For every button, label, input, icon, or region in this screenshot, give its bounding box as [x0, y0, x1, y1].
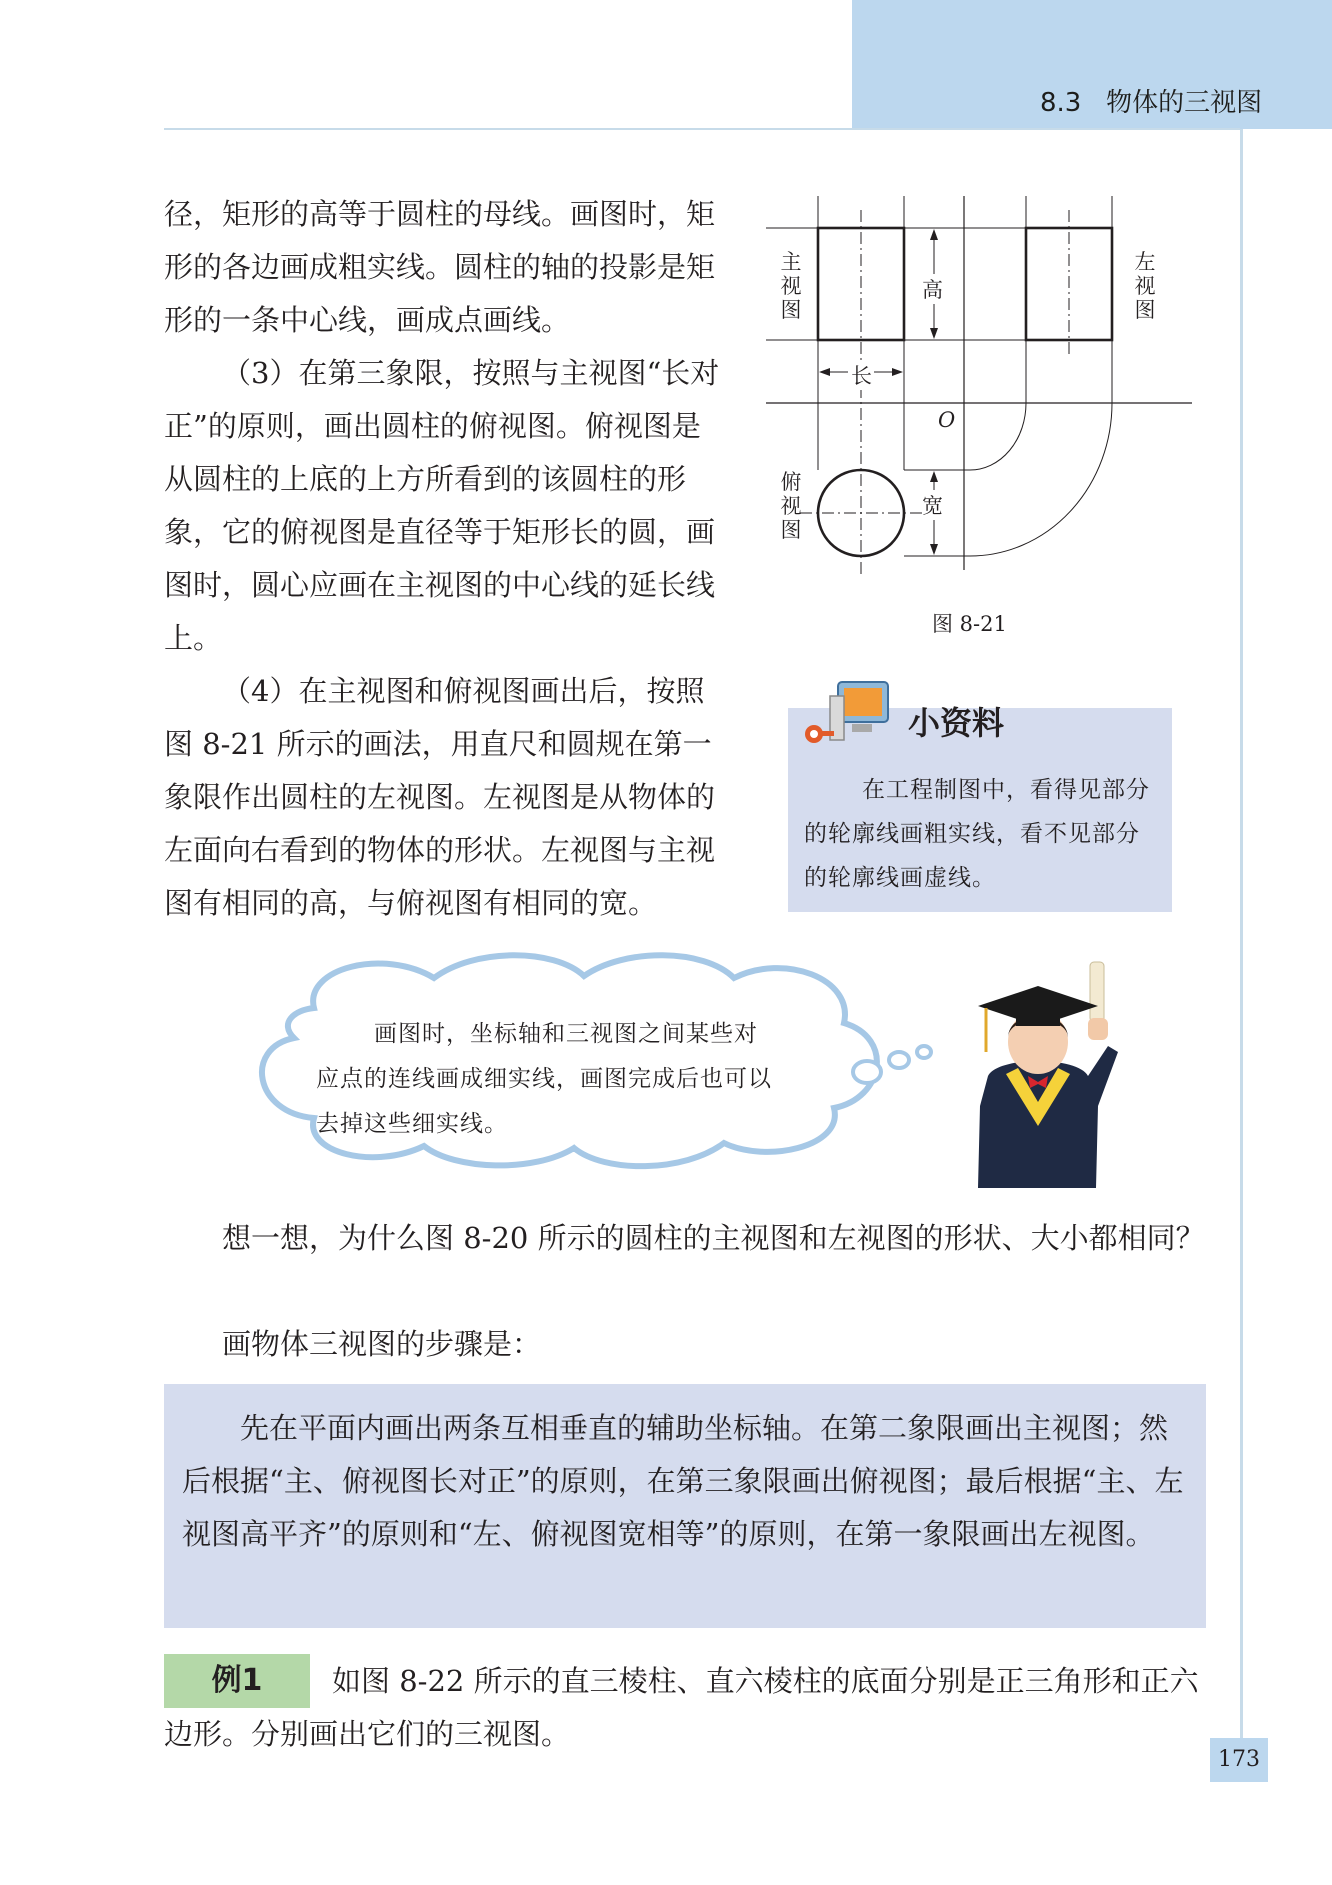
paragraph-1: [164, 188, 724, 347]
paragraph-1-text: 径，矩形的高等于圆柱的母线。画图时，矩形的各边画成粗实线。圆柱的轴的投影是矩形的一条中心线，画成点画线。: [164, 197, 716, 337]
dim-height-label: 高: [922, 274, 943, 304]
main-view-rect: [818, 228, 904, 340]
speech-bubble-text: [316, 1012, 772, 1147]
label-main-view: 主视图: [780, 250, 802, 322]
page-number: 173: [1210, 1738, 1268, 1782]
info-title: 小资料: [908, 704, 1005, 742]
speech-bubble-body: 画图时，坐标轴和三视图之间某些对应点的连线画成细实线，画图完成后也可以去掉这些细实线。: [316, 1021, 772, 1137]
example-tag: 例1: [164, 1654, 310, 1708]
info-computer-icon: [800, 676, 896, 756]
dim-length-label: 长: [851, 360, 872, 390]
example-text: 如图 8-22 所示的直三棱柱、直六棱柱的底面分别是正三角形和正六边形。分别画出它们的三视图。: [164, 1664, 1199, 1751]
figure-caption: 图 8-21: [932, 612, 1007, 636]
section-title: 8.3 物体的三视图: [1040, 88, 1263, 118]
paragraph-2: [164, 347, 724, 665]
label-left-view: 左视图: [1134, 250, 1156, 322]
paragraph-3-text: （4）在主视图和俯视图画出后，按照图 8-21 所示的画法，用直尺和圆规在第一象限作出圆柱的左视图。左视图是从物体的左面向右看到的物体的形状。左视图与主视图有相同的高，与俯视图有相同的宽。: [164, 674, 716, 920]
paragraph-3: [164, 665, 730, 930]
dim-width-label: 宽: [922, 490, 943, 520]
origin-label: O: [938, 408, 956, 432]
info-text-body: 在工程制图中，看得见部分的轮廓线画粗实线，看不见部分的轮廓线画虚线。: [804, 777, 1150, 891]
think-question: [164, 1212, 1210, 1265]
top-view-circle: [818, 470, 904, 556]
left-view-rect: [1026, 228, 1112, 340]
paragraph-2-text: （3）在第三象限，按照与主视图“长对正”的原则，画出圆柱的俯视图。俯视图是从圆柱的上底的上方所看到的该圆柱的形象，它的俯视图是直径等于矩形长的圆，画图时，圆心应画在主视图的中心线的延长线上。: [164, 356, 720, 655]
info-text: [804, 768, 1160, 900]
steps-intro: 画物体三视图的步骤是：: [222, 1327, 542, 1361]
steps-text-body: 先在平面内画出两条互相垂直的辅助坐标轴。在第二象限画出主视图；然后根据“主、俯视图长对正”的原则，在第三象限画出俯视图；最后根据“主、左视图高平齐”的原则和“左、俯视图宽相等”的原则，在第一象限画出左视图。: [182, 1411, 1184, 1551]
side-rule: [1240, 129, 1243, 1779]
header-rule: [164, 128, 1240, 130]
label-top-view: 俯视图: [780, 470, 802, 542]
think-question-text: 想一想，为什么图 8-20 所示的圆柱的主视图和左视图的形状、大小都相同？: [222, 1221, 1205, 1255]
graduate-child-illustration: [958, 956, 1124, 1188]
steps-text: [182, 1402, 1194, 1561]
